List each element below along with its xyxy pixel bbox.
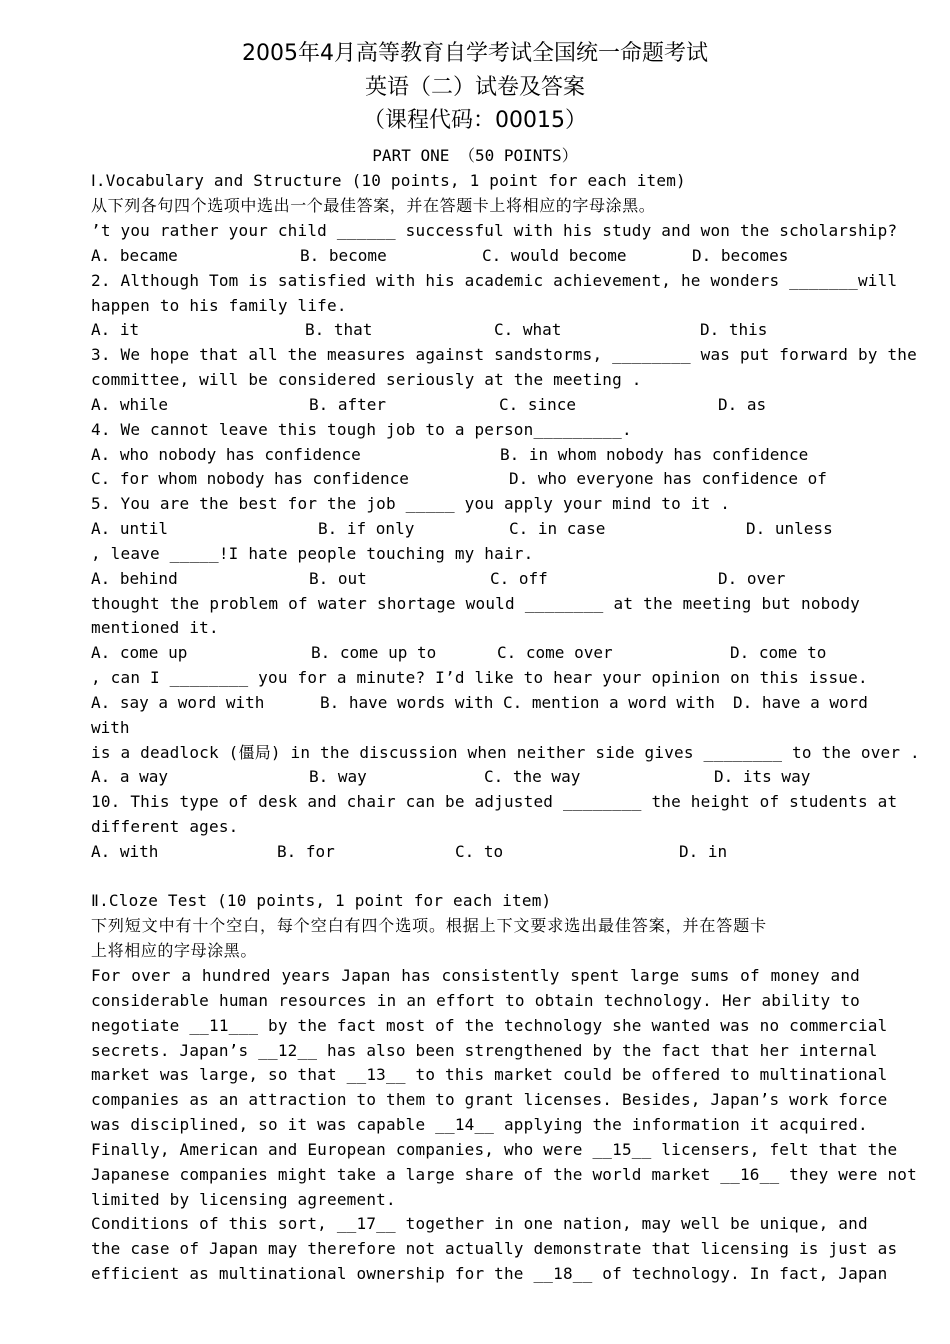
question-8-stem: , can I ________ you for a minute? I’d like to hear your opinion on this issue. bbox=[91, 668, 868, 687]
passage-line: efficient as multinational ownership for the __18__ of technology. In fact, Japan bbox=[91, 1264, 888, 1283]
question-3-stem-cont: committee, will be considered seriously at the meeting . bbox=[91, 370, 642, 389]
passage-line: companies as an attraction to them to grant licenses. Besides, Japan’s work force bbox=[91, 1090, 888, 1109]
q6-option-d: D. over bbox=[718, 569, 786, 588]
q3-option-a: A. while bbox=[91, 395, 169, 414]
q10-option-a: A. with bbox=[91, 842, 159, 861]
q8-option-d: D. have a word bbox=[733, 693, 868, 712]
q9-option-d: D. its way bbox=[714, 767, 811, 786]
passage-line: was disciplined, so it was capable __14__ applying the information it acquired. bbox=[91, 1115, 868, 1134]
q5-option-d: D. unless bbox=[746, 519, 833, 538]
passage-line: market was large, so that __13__ to this market could be offered to multinational bbox=[91, 1065, 888, 1084]
passage-line: Finally, American and European companies, who were __15__ licensers, felt that the bbox=[91, 1140, 898, 1159]
question-1-stem: ’t you rather your child ______ successful with his study and won the scholarship? bbox=[91, 221, 898, 240]
q3-option-c: C. since bbox=[499, 395, 577, 414]
q2-option-a: A. it bbox=[91, 320, 140, 339]
question-2-stem: 2. Although Tom is satisfied with his academic achievement, he wonders _______will bbox=[91, 271, 898, 290]
q10-option-b: B. for bbox=[277, 842, 335, 861]
q4-option-c: C. for whom nobody has confidence bbox=[91, 469, 409, 488]
q9-option-b: B. way bbox=[309, 767, 367, 786]
question-7-stem: thought the problem of water shortage would ________ at the meeting but nobody bbox=[91, 594, 860, 613]
passage-line: secrets. Japan’s __12__ has also been strengthened by the fact that her internal bbox=[91, 1041, 878, 1060]
q8-option-b: B. have words with bbox=[320, 693, 494, 712]
section1-instruction: 从下列各句四个选项中选出一个最佳答案，并在答题卡上将相应的字母涂黑。 bbox=[91, 196, 656, 215]
passage-line: considerable human resources in an effort to obtain technology. Her ability to bbox=[91, 991, 860, 1010]
q6-option-c: C. off bbox=[490, 569, 548, 588]
exam-subtitle: 英语（二）试卷及答案 bbox=[364, 75, 585, 100]
question-3-stem: 3. We hope that all the measures against sandstorms, ________ was put forward by the bbox=[91, 345, 917, 364]
q8-option-d-cont: with bbox=[91, 718, 130, 737]
q2-option-c: C. what bbox=[494, 320, 562, 339]
question-9-stem: is a deadlock (僵局) in the discussion when neither side gives ________ to the over . bbox=[91, 743, 920, 762]
passage-line: Japanese companies might take a large share of the world market __16__ they were not bbox=[91, 1165, 917, 1184]
q7-option-a: A. come up bbox=[91, 643, 188, 662]
q5-option-a: A. until bbox=[91, 519, 169, 538]
q8-option-c: C. mention a word with bbox=[503, 693, 715, 712]
q9-option-c: C. the way bbox=[484, 767, 581, 786]
q7-option-b: B. come up to bbox=[311, 643, 437, 662]
q2-option-b: B. that bbox=[305, 320, 373, 339]
q5-option-c: C. in case bbox=[509, 519, 606, 538]
question-10-stem-cont: different ages. bbox=[91, 817, 239, 836]
question-7-stem-cont: mentioned it. bbox=[91, 618, 219, 637]
question-2-stem-cont: happen to his family life. bbox=[91, 296, 347, 315]
course-code: （课程代码：00015） bbox=[363, 108, 587, 133]
q6-option-a: A. behind bbox=[91, 569, 178, 588]
passage-line: limited by licensing agreement. bbox=[91, 1190, 396, 1209]
exam-title: 2005年4月高等教育自学考试全国统一命题考试 bbox=[242, 41, 708, 66]
q1-option-d: D. becomes bbox=[692, 246, 789, 265]
question-10-stem: 10. This type of desk and chair can be adjusted ________ the height of students at bbox=[91, 792, 898, 811]
question-4-stem: 4. We cannot leave this tough job to a person_________. bbox=[91, 420, 632, 439]
q8-option-a: A. say a word with bbox=[91, 693, 265, 712]
q4-option-d: D. who everyone has confidence of bbox=[509, 469, 827, 488]
section1-title: Ⅰ.Vocabulary and Structure (10 points, 1 point for each item) bbox=[91, 171, 686, 190]
q7-option-c: C. come over bbox=[497, 643, 613, 662]
q5-option-b: B. if only bbox=[318, 519, 415, 538]
section2-title: Ⅱ.Cloze Test (10 points, 1 point for each item) bbox=[91, 891, 552, 910]
q1-option-c: C. would become bbox=[482, 246, 627, 265]
passage-line: For over a hundred years Japan has consistently spent large sums of money and bbox=[91, 966, 860, 985]
q6-option-b: B. out bbox=[309, 569, 367, 588]
q1-option-b: B. become bbox=[300, 246, 387, 265]
part-heading: PART ONE （50 POINTS） bbox=[372, 146, 578, 165]
q4-option-a: A. who nobody has confidence bbox=[91, 445, 361, 464]
passage-line: the case of Japan may therefore not actually demonstrate that licensing is just as bbox=[91, 1239, 898, 1258]
q10-option-d: D. in bbox=[679, 842, 728, 861]
q9-option-a: A. a way bbox=[91, 767, 169, 786]
question-6-stem: , leave _____!I hate people touching my hair. bbox=[91, 544, 534, 563]
passage-line: Conditions of this sort, __17__ together in one nation, may well be unique, and bbox=[91, 1214, 868, 1233]
q3-option-d: D. as bbox=[718, 395, 767, 414]
section2-instruction-cont: 上将相应的字母涂黑。 bbox=[91, 941, 258, 960]
section2-instruction: 下列短文中有十个空白，每个空白有四个选项。根据上下文要求选出最佳答案，并在答题卡 bbox=[91, 916, 768, 935]
q10-option-c: C. to bbox=[455, 842, 504, 861]
q4-option-b: B. in whom nobody has confidence bbox=[500, 445, 809, 464]
q7-option-d: D. come to bbox=[730, 643, 827, 662]
q3-option-b: B. after bbox=[309, 395, 387, 414]
passage-line: negotiate __11___ by the fact most of the technology she wanted was no commercial bbox=[91, 1016, 888, 1035]
question-5-stem: 5. You are the best for the job _____ you apply your mind to it . bbox=[91, 494, 731, 513]
q1-option-a: A. became bbox=[91, 246, 178, 265]
q2-option-d: D. this bbox=[700, 320, 768, 339]
